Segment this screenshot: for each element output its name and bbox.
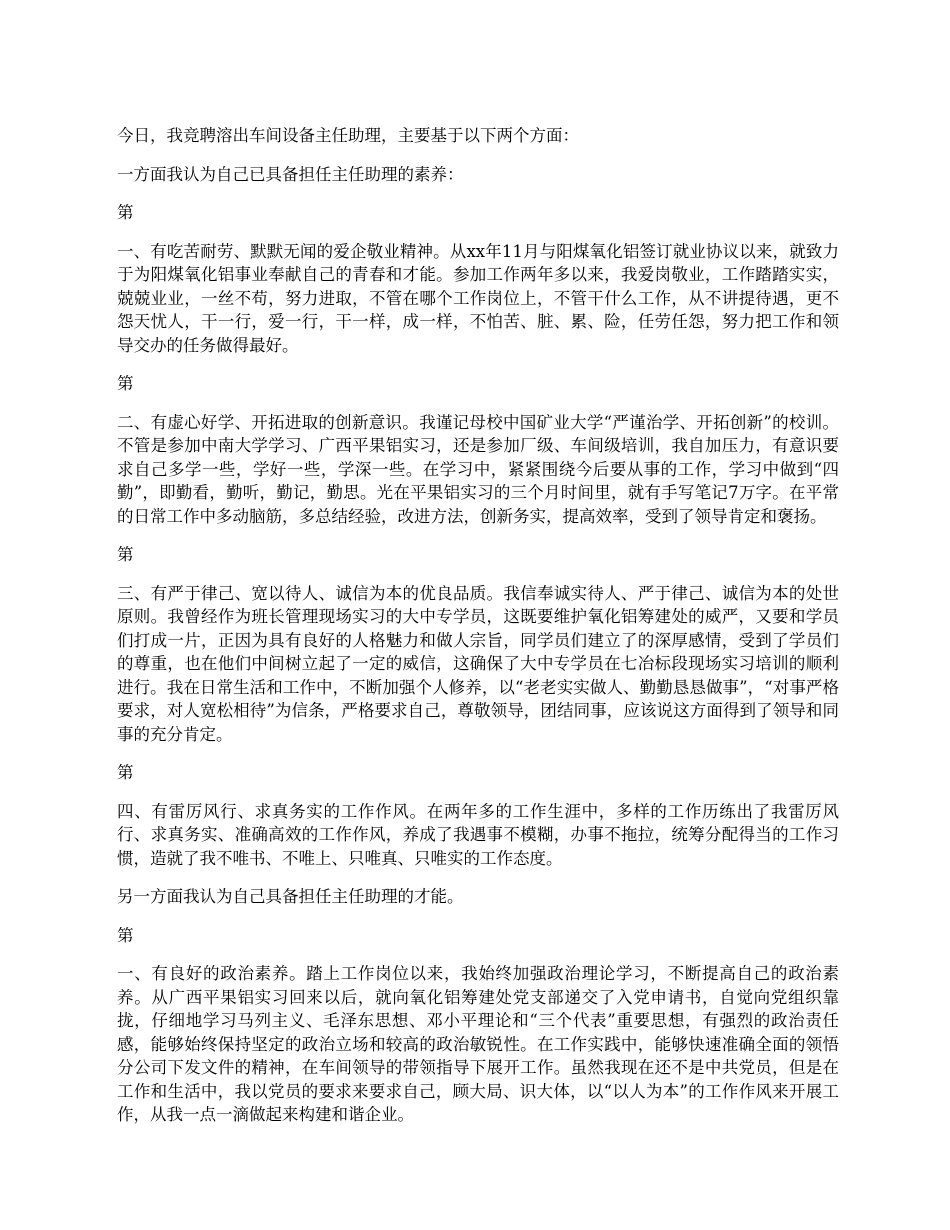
document-body xyxy=(117,124,839,1142)
paragraph-point-5: 一、有良好的政治素养。踏上工作岗位以来，我始终加强政治理论学习，不断提高自己的政治素养。从广西平果铝实习回来以后，就向氧化铝筹建处党支部递交了入党申请书，自觉向党组织靠拢，仔细地学习马列主义、毛泽东思想、邓小平理论和“三个代表”重要思想，有强烈的政治责任感，能够始终保持坚定的政治立场和较高的政治敏锐性。在工作实践中，能够快速准确全面的领悟分公司下发文件的精神，在车间领导的带领指导下展开工作。虽然我现在还不是中共党员，但是在工作和生活中，我以党员的要求来要求自己，顾大局、识大体，以“以人为本”的工作作风来开展工作，从我一点一滴做起来构建和谐企业。 xyxy=(117,964,839,1124)
paragraph-point-3: 三、有严于律己、宽以待人、诚信为本的优良品质。我信奉诚实待人、严于律己、诚信为本的处世原则。我曾经作为班长管理现场实习的大中专学员，这既要维护氧化铝筹建处的威严，又要和学员们打成一片，正因为具有良好的人格魅力和做人宗旨，同学员们建立了的深厚感情，受到了学员们的尊重，也在他们中间树立起了一定的威信，这确保了大中专学员在七冶标段现场实习培训的顺利进行。我在日常生活和工作中，不断加强个人修养，以“老老实实做人、勤勤恳恳做事”，“对事严格要求，对人宽松相待”为信条，严格要求自己，尊敬领导，团结同事，应该说这方面得到了领导和同事的充分肯定。 xyxy=(117,583,839,744)
paragraph-marker: 第 xyxy=(117,545,134,564)
paragraph-point-4: 四、有雷厉风行、求真务实的工作作风。在两年多的工作生涯中，多样的工作历练出了我雷厉风行、求真务实、准确高效的工作作风，养成了我遇事不模糊，办事不拖拉，统筹分配得当的工作习惯，造就了我不唯书、不唯上、只唯真、只唯实的工作态度。 xyxy=(117,801,839,868)
paragraph-section-one-heading: 一方面我认为自己已具备担任主任助理的素养： xyxy=(117,164,464,184)
paragraph-marker: 第 xyxy=(117,763,134,782)
paragraph-point-2: 二、有虚心好学、开拓进取的创新意识。我谨记母校中国矿业大学“严谨治学、开拓创新”的校训。不管是参加中南大学学习、广西平果铝实习，还是参加厂级、车间级培训，我自加压力，有意识要求自己多学一些，学好一些，学深一些。在学习中，紧紧围绕今后要从事的工作，学习中做到“四勤”，即勤看，勤听，勤记，勤思。光在平果铝实习的三个月时间里，就有手写笔记7万字。在平常的日常工作中多动脑筋，多总结经验，改进方法，创新务实，提高效率，受到了领导肯定和褒扬。 xyxy=(117,412,839,526)
paragraph-section-two-heading: 另一方面我认为自己具备担任主任助理的才能。 xyxy=(117,887,464,906)
paragraph-marker: 第 xyxy=(117,374,134,393)
paragraph-marker: 第 xyxy=(117,925,134,945)
paragraph-point-1: 一、有吃苦耐劳、默默无闻的爱企敬业精神。从xx年11月与阳煤氧化铝签订就业协议以来，就致力于为阳煤氧化铝事业奉献自己的青春和才能。参加工作两年多以来，我爱岗敬业，工作踏踏实实，兢兢业业，一丝不苟，努力进取，不管在哪个工作岗位上，不管干什么工作，从不讲提待遇，更不怨天忧人，干一行，爱一行，干一样，成一样，不怕苦、脏、累、险，任劳任怨，努力把工作和领导交办的任务做得最好。 xyxy=(117,241,839,355)
paragraph-marker: 第 xyxy=(117,203,134,222)
paragraph-intro: 今日，我竞聘溶出车间设备主任助理，主要基于以下两个方面： xyxy=(117,126,579,145)
